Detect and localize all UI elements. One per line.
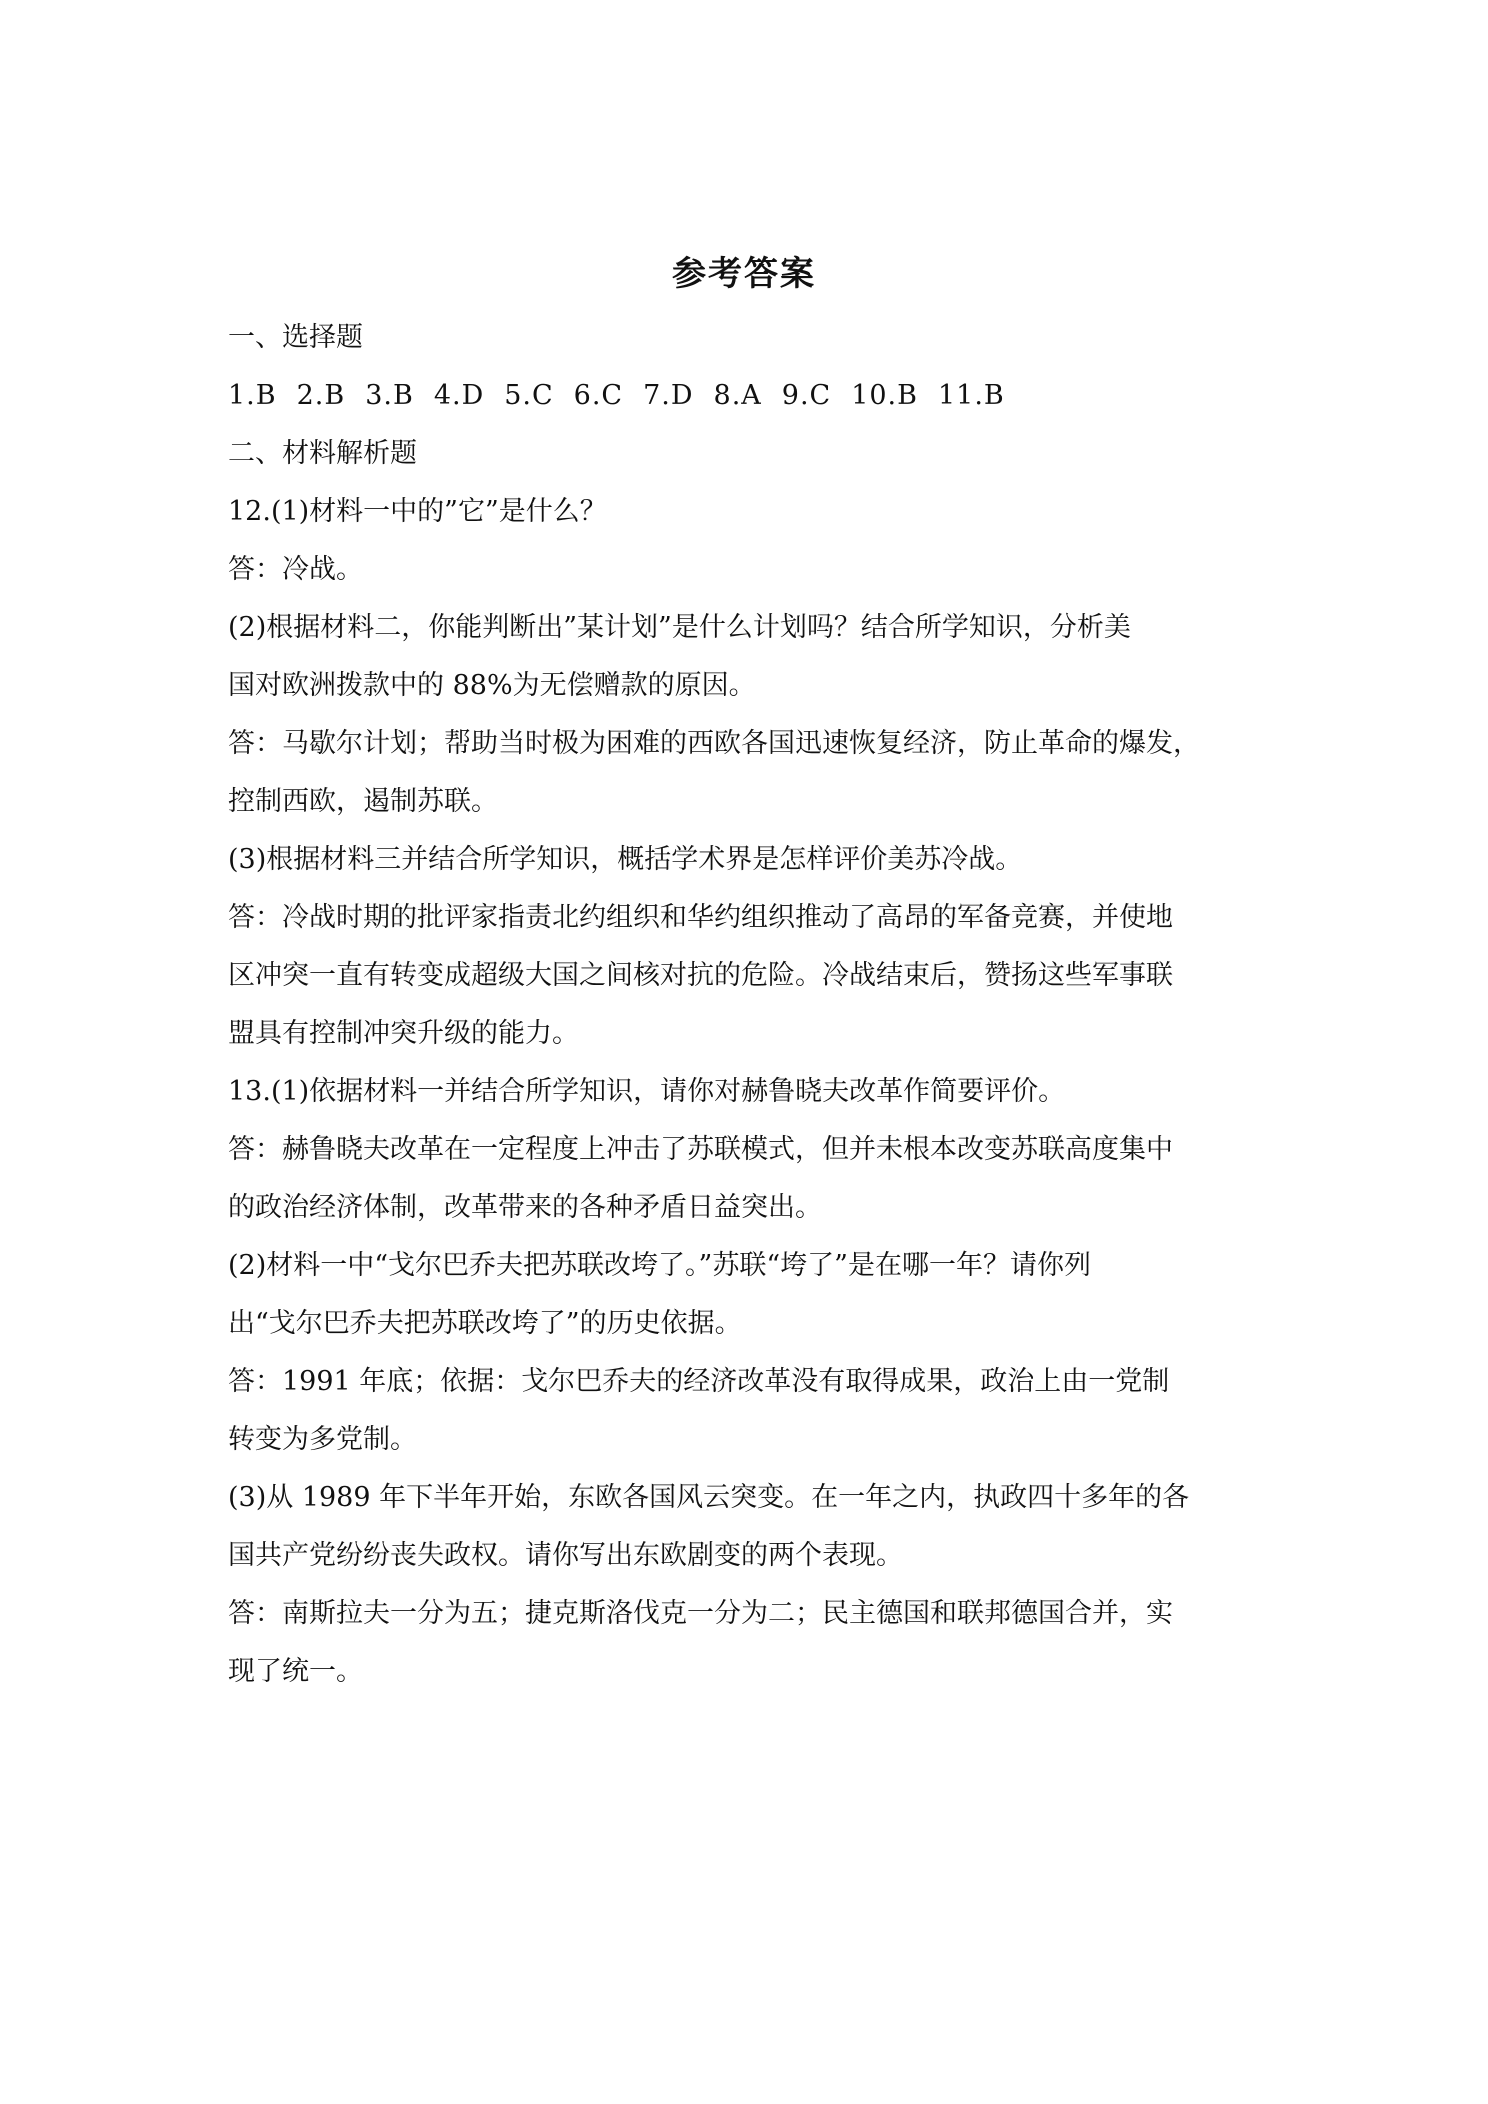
text-line: 国共产党纷纷丧失政权。请你写出东欧剧变的两个表现。 [228,1540,903,1571]
text-line: 区冲突一直有转变成超级大国之间核对抗的危险。冷战结束后，赞扬这些军事联 [228,960,1173,991]
text-line: 12.(1)材料一中的”它”是什么？ [228,496,607,527]
answer-item: 4.D [433,380,485,411]
text-line: 答：冷战时期的批评家指责北约组织和华约组织推动了高昂的军备竞赛，并使地 [228,902,1173,933]
answer-item: 5.C [504,380,554,411]
answer-item: 10.B [851,380,918,411]
text-line: (2)根据材料二，你能判断出”某计划”是什么计划吗？结合所学知识，分析美 [228,612,1131,643]
section-heading-material: 二、材料解析题 [228,438,417,469]
text-line: 答：冷战。 [228,554,363,585]
text-line: (3)根据材料三并结合所学知识，概括学术界是怎样评价美苏冷战。 [228,844,1023,875]
choice-answers [228,376,1268,416]
answer-item: 11.B [937,380,1005,411]
answer-item: 8.A [713,380,762,411]
text-line: 答：马歇尔计划；帮助当时极为困难的西欧各国迅速恢复经济，防止革命的爆发， [228,728,1200,759]
answer-item: 7.D [643,380,694,411]
text-line: (3)从 1989 年下半年开始，东欧各国风云突变。在一年之内，执政四十多年的各 [228,1482,1190,1513]
text-line: 国对欧洲拨款中的 88%为无偿赠款的原因。 [228,670,756,701]
text-line: 的政治经济体制，改革带来的各种矛盾日益突出。 [228,1192,822,1223]
answer-item: 2.B [296,380,346,411]
text-line: 答：1991 年底；依据：戈尔巴乔夫的经济改革没有取得成果，政治上由一党制 [228,1366,1170,1397]
answer-item: 3.B [365,380,414,411]
text-line: 转变为多党制。 [228,1424,417,1455]
text-line: (2)材料一中“戈尔巴乔夫把苏联改垮了。”苏联“垮了”是在哪一年？请你列 [228,1250,1091,1281]
text-line: 答：赫鲁晓夫改革在一定程度上冲击了苏联模式，但并未根本改变苏联高度集中 [228,1134,1173,1165]
answer-item: 9.C [781,380,832,411]
text-line: 答：南斯拉夫一分为五；捷克斯洛伐克一分为二；民主德国和联邦德国合并，实 [228,1598,1173,1629]
text-line: 控制西欧，遏制苏联。 [228,786,498,817]
text-line: 盟具有控制冲突升级的能力。 [228,1018,579,1049]
text-line: 出“戈尔巴乔夫把苏联改垮了”的历史依据。 [228,1308,742,1339]
text-line: 13.(1)依据材料一并结合所学知识，请你对赫鲁晓夫改革作简要评价。 [228,1076,1066,1107]
section-heading-choice: 一、选择题 [228,322,363,353]
page-title: 参考答案 [672,254,816,294]
answer-item: 6.C [573,380,624,411]
text-line: 现了统一。 [228,1656,363,1687]
answer-item: 1.B [228,380,277,411]
